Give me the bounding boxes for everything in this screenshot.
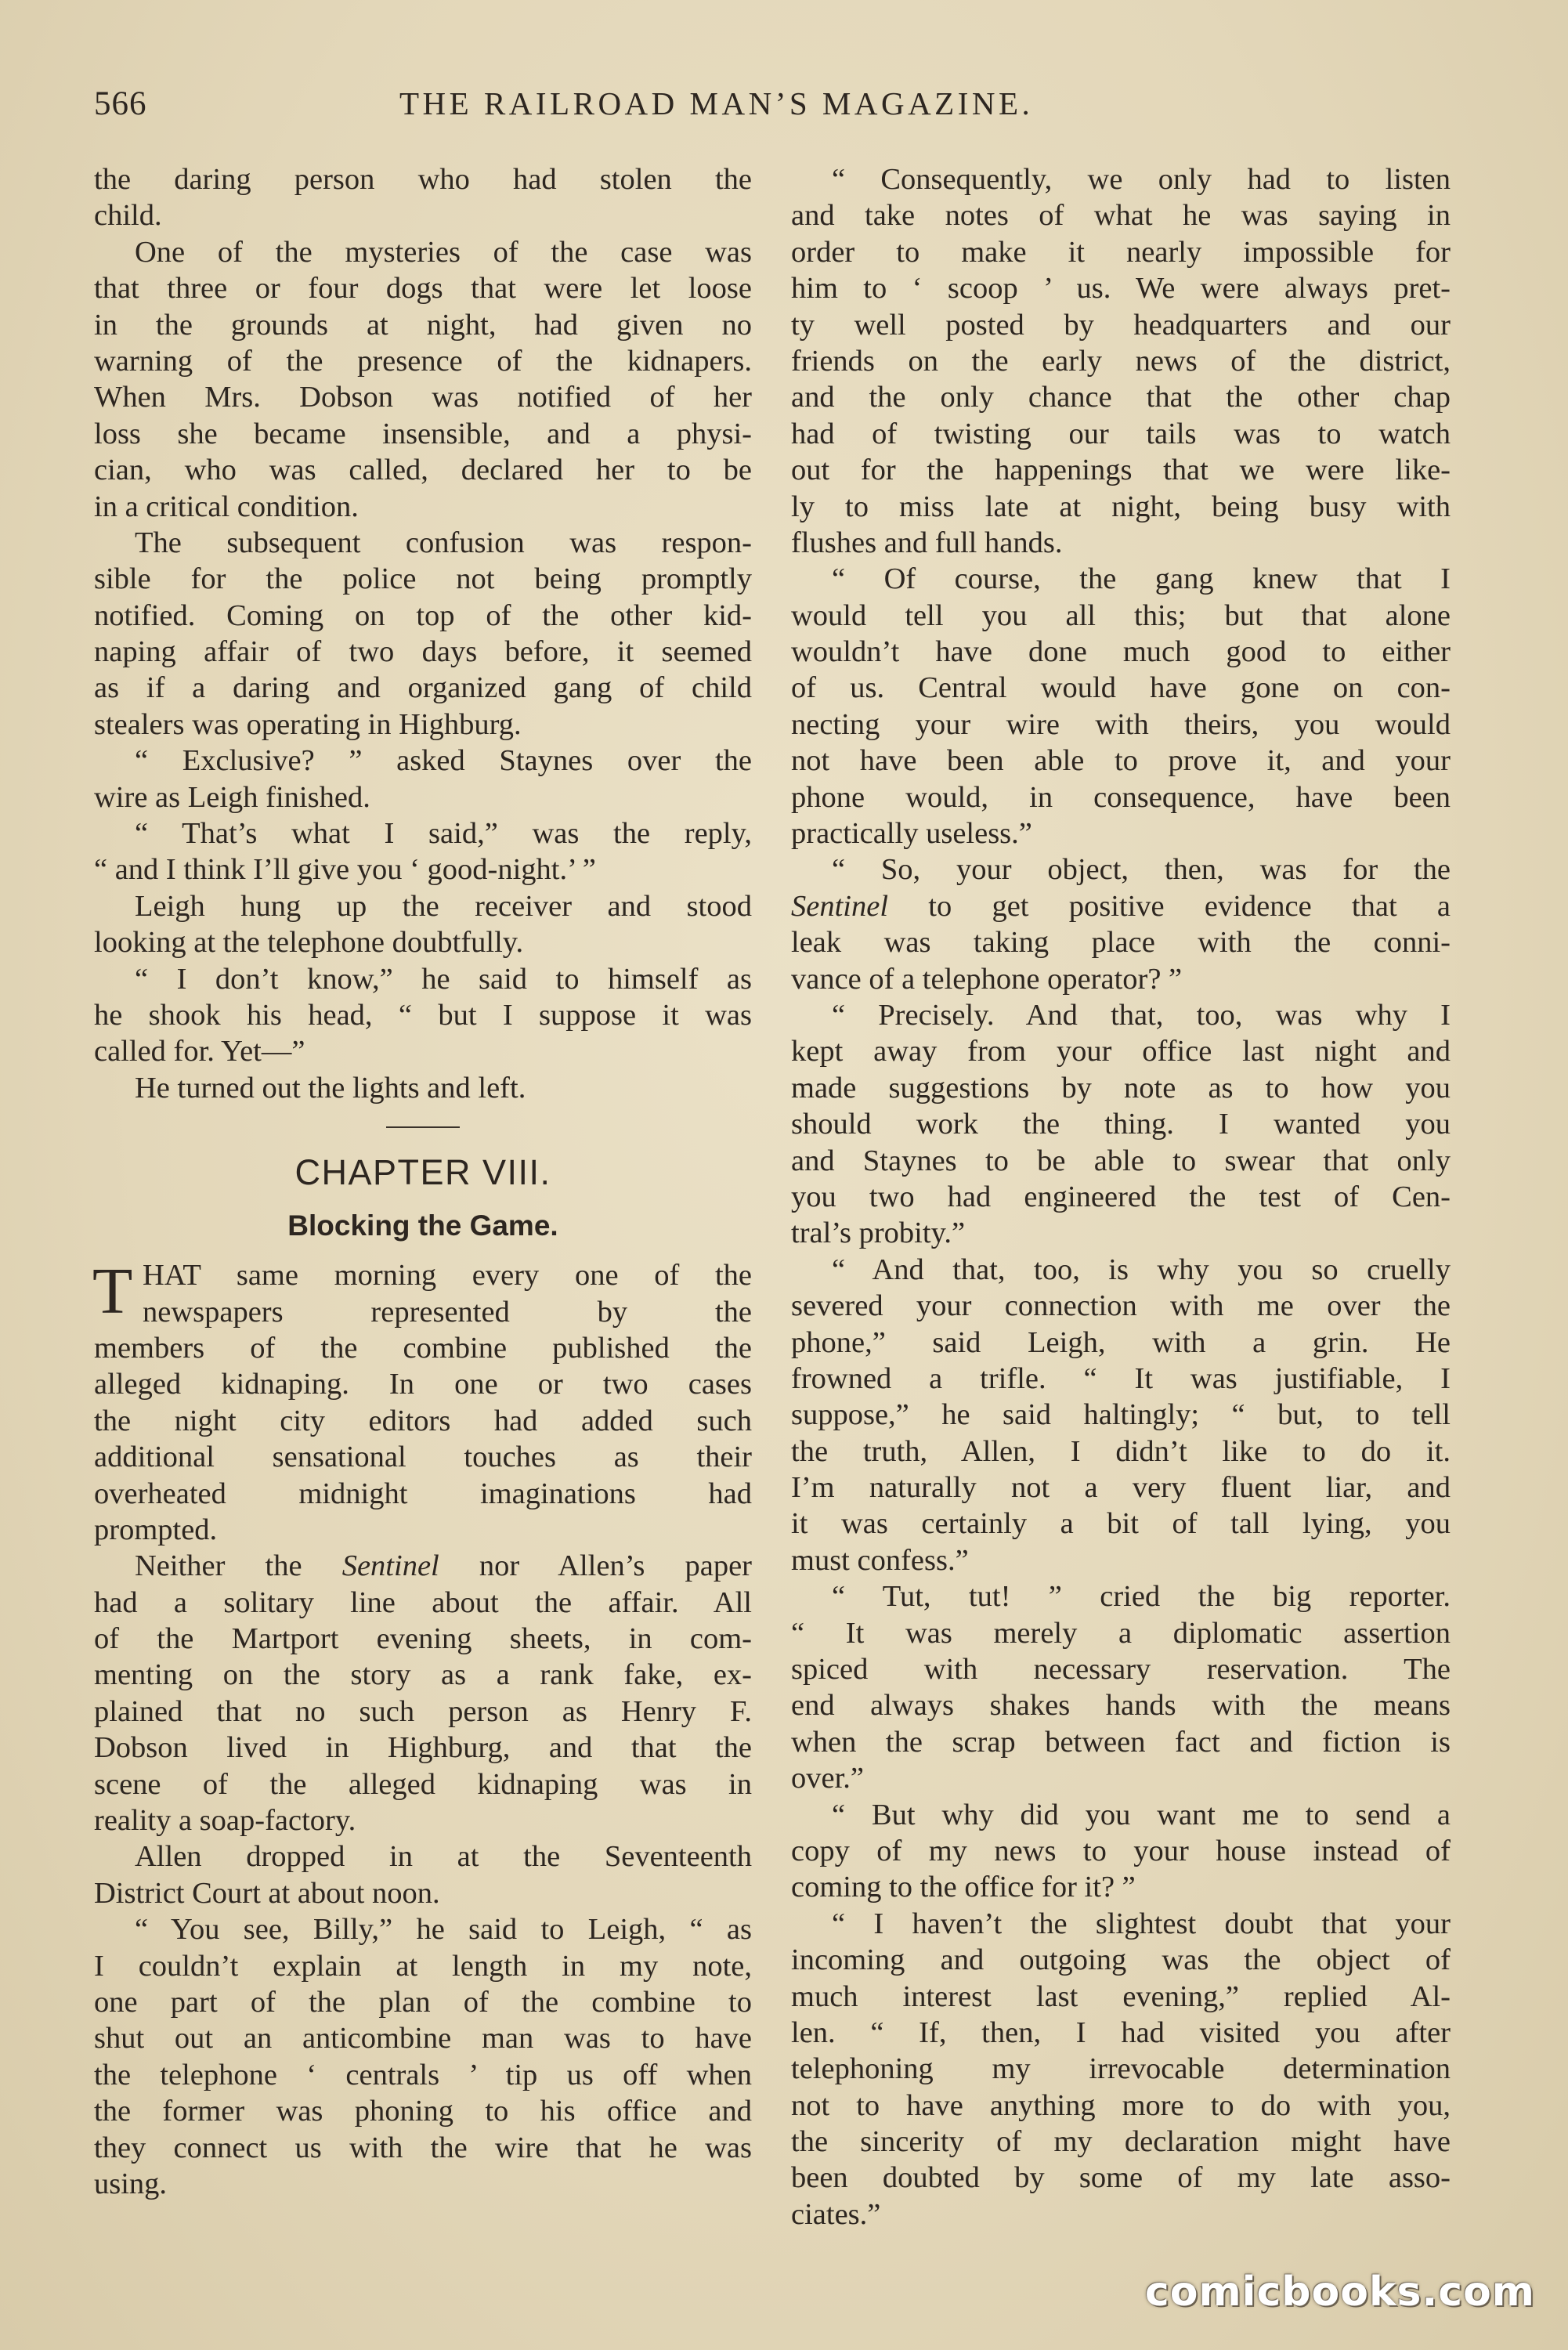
text-line: members of the combine published the: [94, 1331, 752, 1365]
text-line: cian, who was called, declared her to be: [94, 454, 752, 487]
text-line: “ I haven’t the slightest doubt that your: [832, 1907, 1451, 1940]
text-line: one part of the plan of the combine to: [94, 1985, 752, 2019]
text-line: additional sensational touches as their: [94, 1441, 752, 1474]
text-line: spiced with necessary reservation. The: [791, 1653, 1451, 1687]
text-line: ly to miss late at night, being busy with: [791, 490, 1451, 523]
text-line: “ It was merely a diplomatic assertion: [791, 1616, 1451, 1650]
text-line: not have been able to prove it, and your: [791, 744, 1451, 778]
text-line: “ and I think I’ll give you ‘ good-night.’ ”: [94, 853, 596, 887]
text-line: [791, 888, 1451, 924]
right-column: [791, 161, 1451, 2232]
text-line: the night city editors had added such: [94, 1404, 752, 1437]
text-line: “ So, your object, then, was for the: [832, 853, 1451, 887]
text-line: wire as Leigh finished.: [94, 780, 370, 814]
text-line: sible for the police not being promptly: [94, 562, 752, 596]
text-line: flushes and full hands.: [791, 526, 1063, 559]
text-line: “ Precisely. And that, too, was why I: [832, 998, 1451, 1032]
text-line: out for the happenings that we were like-: [791, 454, 1451, 487]
text-line: shut out an anticombine man was to have: [94, 2022, 752, 2055]
text-line: the former was phoning to his office and: [94, 2095, 752, 2128]
text-line: he shook his head, “ but I suppose it was: [94, 998, 752, 1032]
text-line: child.: [94, 199, 162, 233]
section-divider: [386, 1126, 460, 1128]
text-line: I couldn’t explain at length in my note,: [94, 1949, 752, 1983]
text-line: coming to the office for it? ”: [791, 1871, 1136, 1904]
text-line: looking at the telephone doubtfully.: [94, 926, 524, 960]
text-line: him to ‘ scoop ’ us. We were always pret-: [791, 272, 1451, 306]
text-line: and Staynes to be able to swear that only: [791, 1144, 1451, 1177]
text-line: ciates.”: [791, 2197, 881, 2231]
text-line: order to make it nearly impossible for: [791, 235, 1451, 269]
text-line: “ Consequently, we only had to listen: [832, 163, 1451, 196]
text-line: friends on the early news of the district,: [791, 344, 1451, 378]
text-line: when the scrap between fact and fiction is: [791, 1725, 1451, 1759]
newspaper-name: Sentinel: [341, 1549, 439, 1583]
text-line: incoming and outgoing was the object of: [791, 1943, 1451, 1977]
text-line: tral’s probity.”: [791, 1217, 966, 1250]
text-line: phone would, in consequence, have been: [791, 780, 1451, 814]
text-line: using.: [94, 2167, 168, 2200]
text-line: necting your wire with theirs, you would: [791, 707, 1451, 741]
text-line: had a solitary line about the affair. All: [94, 1585, 752, 1619]
text-line: would tell you all this; but that alone: [791, 598, 1451, 632]
text-line: should work the thing. I wanted you: [791, 1108, 1451, 1141]
text-line: the sincerity of my declaration might have: [791, 2125, 1451, 2159]
drop-cap: T: [92, 1255, 133, 1329]
text-line: severed your connection with me over the: [791, 1289, 1451, 1323]
text-line: vance of a telephone operator? ”: [791, 962, 1183, 996]
text-line: called for. Yet—”: [94, 1035, 305, 1068]
text-fragment: to get positive evidence that a: [888, 889, 1451, 923]
text-line: practically useless.”: [791, 817, 1032, 851]
text-line: and the only chance that the other chap: [791, 381, 1451, 414]
page-number: 566: [94, 85, 147, 122]
text-line: warning of the presence of the kidnapers.: [94, 344, 752, 378]
left-column: [94, 161, 752, 2202]
text-line: menting on the story as a rank fake, ex-: [94, 1658, 752, 1692]
text-line: in a critical condition.: [94, 490, 359, 523]
text-line: When Mrs. Dobson was notified of her: [94, 381, 752, 414]
chapter-title: CHAPTER VIII.: [294, 1152, 551, 1193]
text-line: had of twisting our tails was to watch: [791, 417, 1451, 450]
text-line: plained that no such person as Henry F.: [94, 1694, 752, 1728]
text-line: and take notes of what he was saying in: [791, 199, 1451, 233]
text-line: must confess.”: [791, 1543, 969, 1577]
text-line: of the Martport evening sheets, in com-: [94, 1622, 752, 1656]
text-line: much interest last evening,” replied Al-: [791, 1979, 1451, 2013]
text-line: “ You see, Billy,” he said to Leigh, “ as: [135, 1913, 752, 1947]
text-line: len. “ If, then, I had visited you after: [791, 2016, 1451, 2049]
text-line: [94, 1548, 752, 1584]
text-line: as if a daring and organized gang of child: [94, 671, 752, 705]
text-line: wouldn’t have done much good to either: [791, 635, 1451, 669]
text-line: they connect us with the wire that he was: [94, 2131, 752, 2164]
text-line: HAT same morning every one of the: [143, 1259, 752, 1292]
newspaper-name: Sentinel: [791, 889, 889, 923]
text-line: scene of the alleged kidnaping was in: [94, 1767, 752, 1801]
text-line: Allen dropped in at the Seventeenth: [135, 1840, 752, 1874]
text-line: the truth, Allen, I didn’t like to do it.: [791, 1434, 1451, 1468]
text-line: “ Exclusive? ” asked Staynes over the: [135, 744, 752, 778]
text-line: “ Tut, tut! ” cried the big reporter.: [832, 1580, 1451, 1614]
text-line: suppose,” he said haltingly; “ but, to tell: [791, 1398, 1451, 1432]
text-line: copy of my news to your house instead of: [791, 1834, 1451, 1867]
text-line: alleged kidnaping. In one or two cases: [94, 1368, 752, 1401]
text-line: newspapers represented by the: [143, 1295, 752, 1329]
text-line: “ That’s what I said,” was the reply,: [135, 817, 752, 851]
page-header: [94, 85, 1451, 132]
text-line: overheated midnight imaginations had: [94, 1477, 752, 1510]
text-line: leak was taking place with the conni-: [791, 926, 1451, 960]
text-line: District Court at about noon.: [94, 1876, 440, 1910]
text-line: ty well posted by headquarters and our: [791, 308, 1451, 342]
text-line: phone,” said Leigh, with a grin. He: [791, 1325, 1451, 1359]
chapter-opening: [94, 1257, 752, 1330]
running-title: THE RAILROAD MAN’S MAGAZINE.: [399, 85, 1034, 121]
text-line: kept away from your office last night and: [791, 1035, 1451, 1068]
text-line: frowned a trifle. “ It was justifiable, I: [791, 1361, 1451, 1395]
text-line: “ But why did you want me to send a: [832, 1798, 1451, 1831]
text-line: not to have anything more to do with you,: [791, 2088, 1451, 2122]
text-line: made suggestions by note as to how you: [791, 1071, 1451, 1104]
site-watermark: comicbooks.com: [1144, 2269, 1535, 2316]
text-line: telephoning my irrevocable determination: [791, 2052, 1451, 2086]
text-line: the telephone ‘ centrals ’ tip us off when: [94, 2058, 752, 2092]
text-line: He turned out the lights and left.: [135, 1071, 526, 1104]
text-line: end always shakes hands with the means: [791, 1689, 1451, 1723]
text-line: over.”: [791, 1762, 864, 1795]
text-line: Leigh hung up the receiver and stood: [135, 889, 752, 923]
text-fragment: nor Allen’s paper: [439, 1549, 752, 1583]
text-line: it was certainly a bit of tall lying, you: [791, 1507, 1451, 1541]
text-line: of us. Central would have gone on con-: [791, 671, 1451, 705]
chapter-subtitle: Blocking the Game.: [287, 1209, 558, 1242]
text-line: The subsequent confusion was respon-: [135, 526, 752, 559]
text-line: you two had engineered the test of Cen-: [791, 1180, 1451, 1213]
text-line: the daring person who had stolen the: [94, 163, 752, 196]
text-line: loss she became insensible, and a physi-: [94, 417, 752, 450]
text-line: stealers was operating in Highburg.: [94, 707, 522, 741]
text-line: “ Of course, the gang knew that I: [832, 562, 1451, 596]
text-line: that three or four dogs that were let loose: [94, 272, 752, 306]
text-line: I’m naturally not a very fluent liar, and: [791, 1471, 1451, 1505]
text-line: One of the mysteries of the case was: [135, 235, 752, 269]
text-line: in the grounds at night, had given no: [94, 308, 752, 342]
text-line: Dobson lived in Highburg, and that the: [94, 1731, 752, 1765]
text-line: “ I don’t know,” he said to himself as: [135, 962, 752, 996]
text-line: “ And that, too, is why you so cruelly: [832, 1253, 1451, 1286]
text-fragment: Neither the: [135, 1549, 342, 1583]
text-line: reality a soap-factory.: [94, 1804, 356, 1838]
text-line: prompted.: [94, 1513, 218, 1546]
text-line: notified. Coming on top of the other kid-: [94, 598, 752, 632]
text-line: naping affair of two days before, it seemed: [94, 635, 752, 669]
text-line: been doubted by some of my late asso-: [791, 2161, 1451, 2195]
